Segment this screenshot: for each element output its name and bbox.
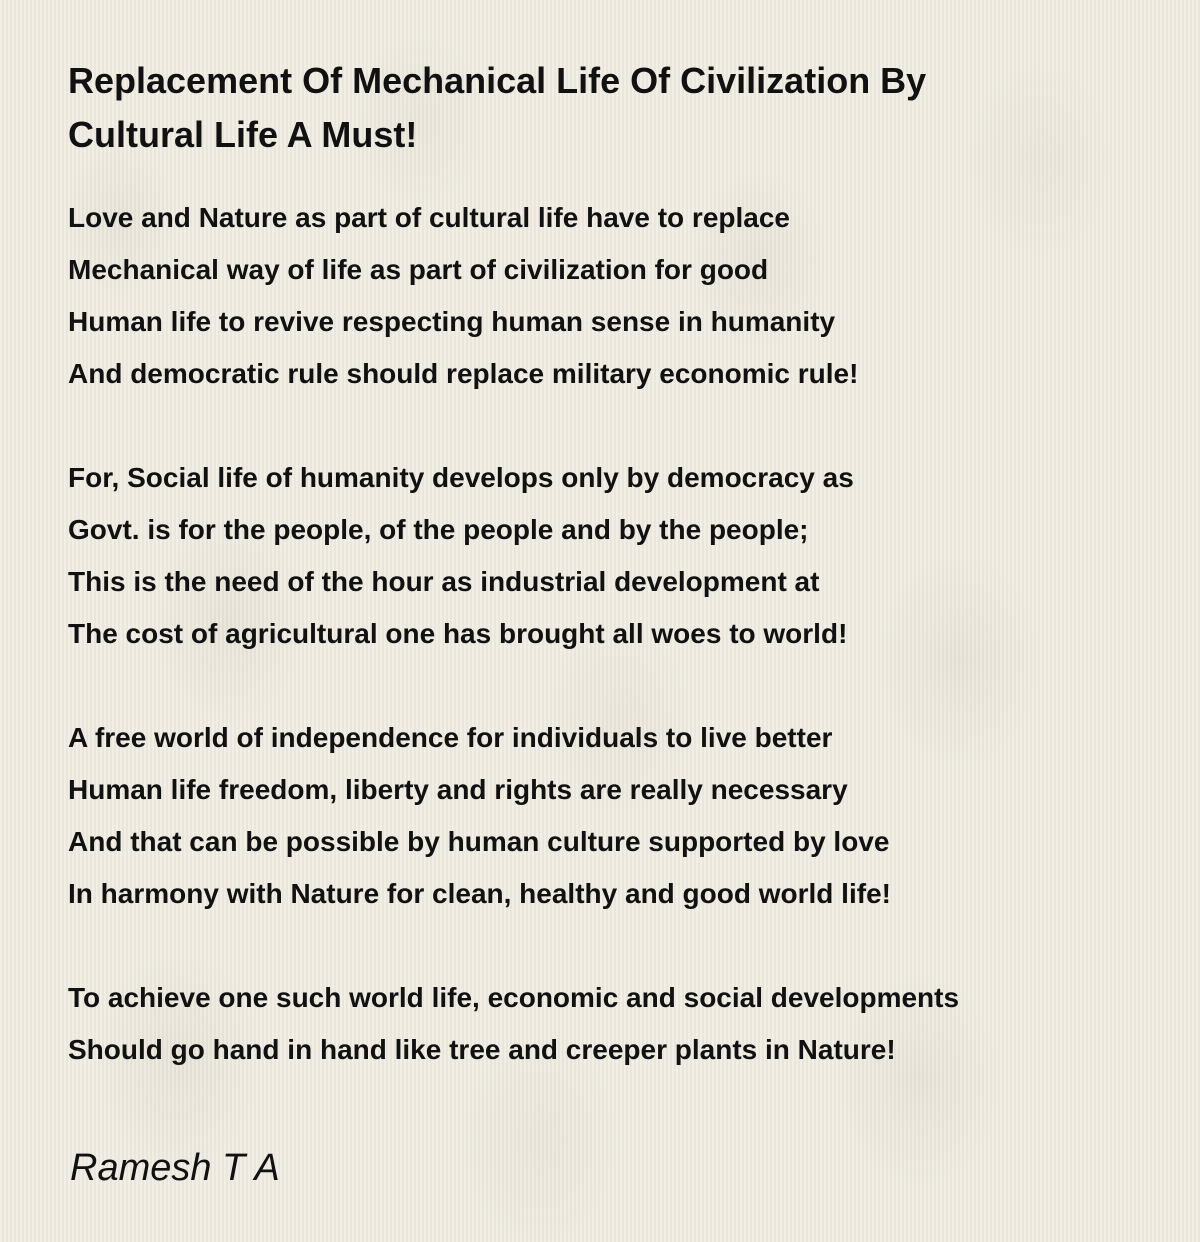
stanza-2 [68, 452, 1178, 660]
poem-author: Ramesh T A [70, 1147, 280, 1189]
poem-line: For, Social life of humanity develops only by democracy as [68, 462, 854, 493]
stanza-4 [68, 972, 1178, 1076]
poem-line: This is the need of the hour as industrial development at [68, 566, 820, 597]
poem-line: Govt. is for the people, of the people and by the people; [68, 514, 809, 545]
poem-line: And democratic rule should replace military economic rule! [68, 358, 859, 389]
poem-line: Human life to revive respecting human sense in humanity [68, 306, 836, 337]
poem-line: Love and Nature as part of cultural life have to replace [68, 202, 790, 233]
poem-line: And that can be possible by human culture supported by love [68, 826, 890, 857]
poem-body [68, 192, 1178, 1076]
poem-line: To achieve one such world life, economic and social developments [68, 982, 960, 1013]
stanza-3 [68, 712, 1178, 920]
poem-line: Mechanical way of life as part of civilization for good [68, 254, 769, 285]
poem-title: Replacement Of Mechanical Life Of Civilization By Cultural Life A Must! [68, 60, 927, 155]
poem-container [68, 54, 1178, 1128]
poem-line: In harmony with Nature for clean, healthy and good world life! [68, 878, 891, 909]
poem-line: Should go hand in hand like tree and creeper plants in Nature! [68, 1034, 896, 1065]
stanza-1 [68, 192, 1178, 400]
poem-line: A free world of independence for individuals to live better [68, 722, 833, 753]
poem-line: The cost of agricultural one has brought all woes to world! [68, 618, 848, 649]
poem-line: Human life freedom, liberty and rights are really necessary [68, 774, 848, 805]
